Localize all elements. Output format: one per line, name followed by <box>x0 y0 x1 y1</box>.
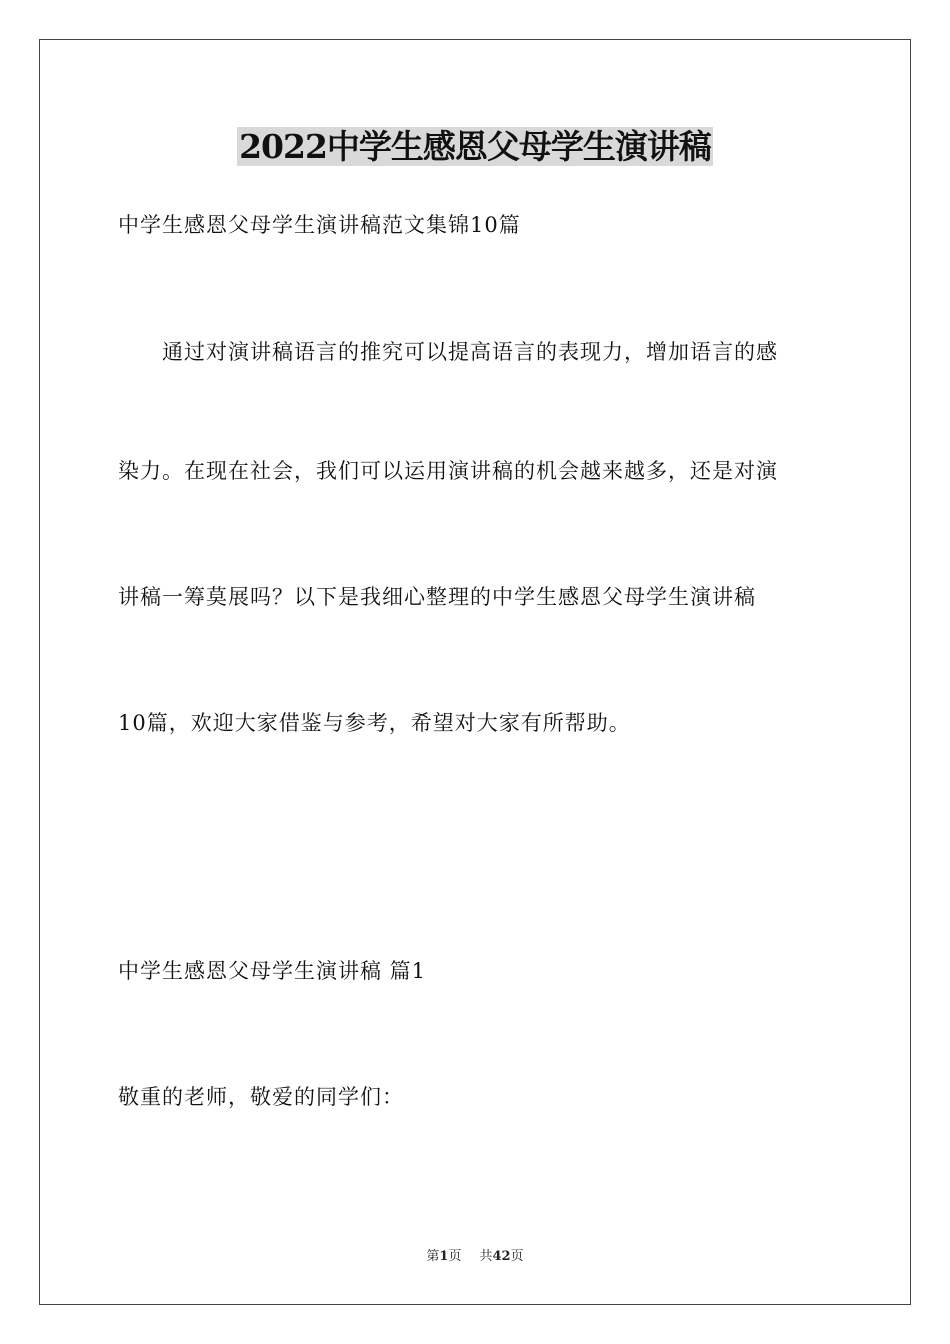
page-footer <box>0 1248 950 1266</box>
section-heading: 中学生感恩父母学生演讲稿 篇1 <box>118 959 427 983</box>
salutation: 敬重的老师，敬爱的同学们： <box>118 1085 404 1109</box>
footer-page-mid: 页 <box>448 1249 462 1264</box>
intro-line-1: 通过对演讲稿语言的推究可以提高语言的表现力，增加语言的感 <box>118 340 778 364</box>
footer-total-prefix: 共 <box>479 1249 493 1264</box>
document-subtitle: 中学生感恩父母学生演讲稿范文集锦10篇 <box>118 213 521 237</box>
footer-page-prefix: 第 <box>426 1249 440 1264</box>
footer-page-current: 1 <box>439 1249 449 1264</box>
footer-page-total: 42 <box>492 1249 511 1264</box>
document-title-text: 2022中学生感恩父母学生演讲稿 <box>239 127 711 166</box>
intro-line-4: 10篇，欢迎大家借鉴与参考，希望对大家有所帮助。 <box>118 711 631 735</box>
intro-line-2: 染力。在现在社会，我们可以运用演讲稿的机会越来越多，还是对演 <box>118 459 778 483</box>
intro-line-3: 讲稿一筹莫展吗？以下是我细心整理的中学生感恩父母学生演讲稿 <box>118 585 756 609</box>
document-title <box>0 124 950 170</box>
footer-total-suffix: 页 <box>510 1249 524 1264</box>
